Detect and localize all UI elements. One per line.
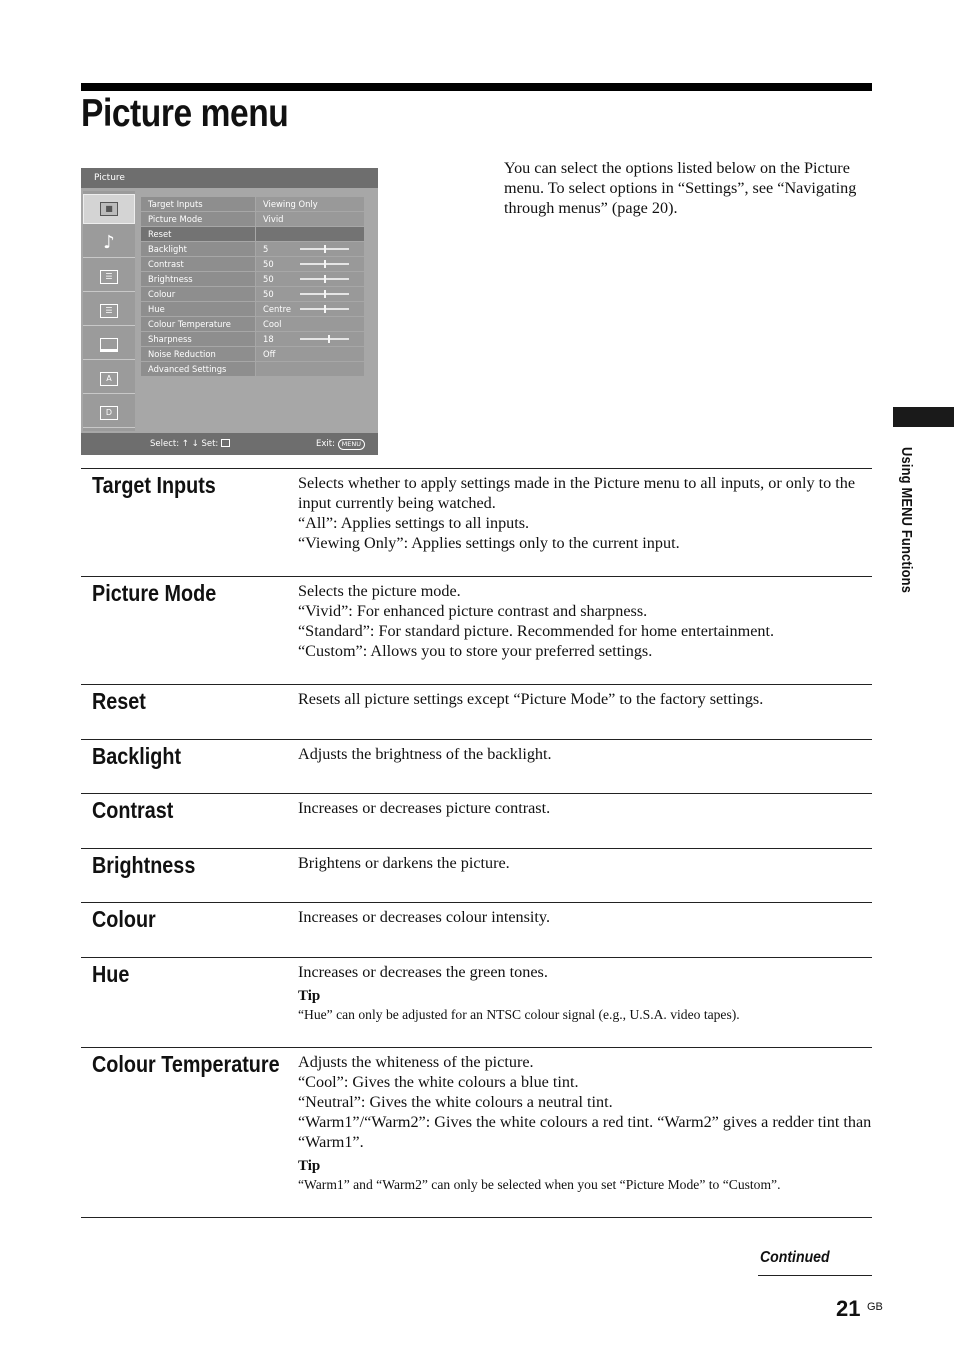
entry-description [298,853,872,873]
osd-footer [81,433,378,455]
osd-row[interactable] [141,302,364,317]
osd-row[interactable] [141,287,364,302]
osd-slider[interactable] [300,248,349,250]
entry-term: Backlight [92,743,182,769]
description-line: “Cool”: Gives the white colours a blue tint. [298,1073,579,1091]
row-rule [81,902,872,903]
settings-icon[interactable]: ☰ [83,296,135,326]
osd-row-value: 50 [256,257,364,271]
entry-description [298,581,872,661]
row-rule [81,468,872,469]
osd-exit-hint: Exit: MENU [316,433,365,455]
section-tab-label: Using MENU Functions [898,447,915,594]
osd-row[interactable] [141,332,364,347]
osd-row-label: Brightness [141,272,255,286]
description-line: Increases or decreases colour intensity. [298,908,550,926]
osd-slider[interactable] [300,278,349,280]
description-line: Brightens or darkens the picture. [298,854,510,872]
osd-row-value: 5 [256,242,364,256]
osd-row-label: Hue [141,302,255,316]
description-line: “All”: Applies settings to all inputs. [298,514,530,532]
osd-row[interactable] [141,212,364,227]
osd-row-value: Cool [256,317,364,331]
osd-row-label: Sharpness [141,332,255,346]
osd-row[interactable] [141,347,364,362]
row-rule [81,793,872,794]
osd-row-label: Advanced Settings [141,362,255,376]
osd-row[interactable] [141,197,364,212]
osd-sidebar [83,191,135,431]
picture-icon[interactable]: ■ [83,194,135,224]
osd-row-value: Vivid [256,212,364,226]
row-rule [81,576,872,577]
osd-row[interactable] [141,227,364,242]
entry-term: Contrast [92,797,174,823]
osd-slider-knob[interactable] [324,245,326,253]
osd-row-value [256,362,364,376]
osd-row-label: Reset [141,227,255,241]
row-rule [81,957,872,958]
osd-header: Picture [81,168,378,188]
osd-row[interactable] [141,257,364,272]
enter-key-icon [221,439,230,447]
page-number: 21 [836,1296,861,1321]
osd-row-label: Colour Temperature [141,317,255,331]
osd-row-label: Target Inputs [141,197,255,211]
osd-slider-knob[interactable] [324,290,326,298]
osd-slider-knob[interactable] [324,305,326,313]
osd-row-value: 18 [256,332,364,346]
osd-slider[interactable] [300,293,349,295]
page-title: Picture menu [81,92,289,135]
osd-row-value [256,227,364,241]
description-line: Adjusts the whiteness of the picture. [298,1053,534,1071]
osd-row-label: Colour [141,287,255,301]
osd-row-value: Viewing Only [256,197,364,211]
entry-term: Target Inputs [92,472,216,498]
osd-slider[interactable] [300,263,349,265]
description-line: Selects whether to apply settings made in the Picture menu to all inputs, or only to the input currently being watched. [298,474,856,512]
entry-description [298,907,872,927]
entry-term: Colour [92,906,156,932]
entry-description [298,962,872,1024]
digital-tv-icon[interactable]: D [83,398,135,428]
continued-label: Continued [760,1249,830,1266]
description-line: Increases or decreases picture contrast. [298,799,551,817]
title-rule [81,83,872,91]
menu-key-icon: MENU [338,439,365,450]
description-line: “Viewing Only”: Applies settings only to the current input. [298,534,680,552]
osd-slider-knob[interactable] [324,260,326,268]
table-end-rule [81,1217,872,1218]
description-line: “Warm1”/“Warm2”: Gives the white colours a red tint. “Warm2” gives a redder tint than “Warm1”. [298,1113,872,1151]
tip-label: Tip [298,988,321,1004]
entry-description [298,744,872,764]
osd-slider[interactable] [300,338,349,340]
osd-row[interactable] [141,242,364,257]
row-rule [81,848,872,849]
osd-row-value: Centre [256,302,364,316]
row-rule [81,739,872,740]
music-note-icon[interactable]: ♪ [83,228,135,258]
entry-description [298,1052,872,1194]
osd-slider-knob[interactable] [324,275,326,283]
intro-text: You can select the options listed below on the Picture menu. To select options in “Settings”, see “Navigating through menus” (page 20). [504,159,857,217]
osd-slider[interactable] [300,308,349,310]
sound-icon[interactable]: ☰ [83,262,135,292]
osd-row-value: 50 [256,272,364,286]
description-line: Adjusts the brightness of the backlight. [298,745,552,763]
screen-icon[interactable] [83,330,135,360]
description-line: “Vivid”: For enhanced picture contrast and sharpness. [298,602,648,620]
entry-term: Hue [92,961,130,987]
description-line: “Custom”: Allows you to store your preferred settings. [298,642,653,660]
picture-menu-screenshot [81,168,378,455]
osd-row-value: 50 [256,287,364,301]
entry-term: Brightness [92,852,196,878]
row-rule [81,1047,872,1048]
osd-row-label: Backlight [141,242,255,256]
description-line: Increases or decreases the green tones. [298,963,548,981]
entry-description [298,473,872,553]
osd-select-hint: Select: ↑ ↓ Set: [150,433,230,455]
osd-row[interactable] [141,272,364,287]
osd-row-label: Picture Mode [141,212,255,226]
row-rule [81,684,872,685]
tip-text: “Warm1” and “Warm2” can only be selected when you set “Picture Mode” to “Custom”. [298,1177,781,1192]
tip-text: “Hue” can only be adjusted for an NTSC colour signal (e.g., U.S.A. video tapes). [298,1007,740,1022]
osd-slider-knob[interactable] [328,335,330,343]
osd-row[interactable] [141,317,364,332]
entry-term: Colour Temperature [92,1051,280,1077]
continued-rule [758,1275,872,1276]
description-line: Resets all picture settings except “Picture Mode” to the factory settings. [298,690,764,708]
entry-description [298,689,872,709]
description-line: Selects the picture mode. [298,582,461,600]
osd-row-value: Off [256,347,364,361]
osd-row[interactable] [141,362,364,377]
page-suffix: GB [867,1301,883,1313]
entry-description [298,798,872,818]
description-line: “Neutral”: Gives the white colours a neutral tint. [298,1093,613,1111]
entry-term: Reset [92,688,146,714]
entry-term: Picture Mode [92,580,217,606]
description-line: “Standard”: For standard picture. Recommended for home entertainment. [298,622,775,640]
osd-row-label: Noise Reduction [141,347,255,361]
osd-row-label: Contrast [141,257,255,271]
section-tab-marker [893,407,954,427]
analogue-tv-icon[interactable]: A [83,364,135,394]
up-down-arrows-icon: ↑ ↓ [181,439,199,449]
tip-label: Tip [298,1158,321,1174]
osd-settings-list [141,197,364,377]
